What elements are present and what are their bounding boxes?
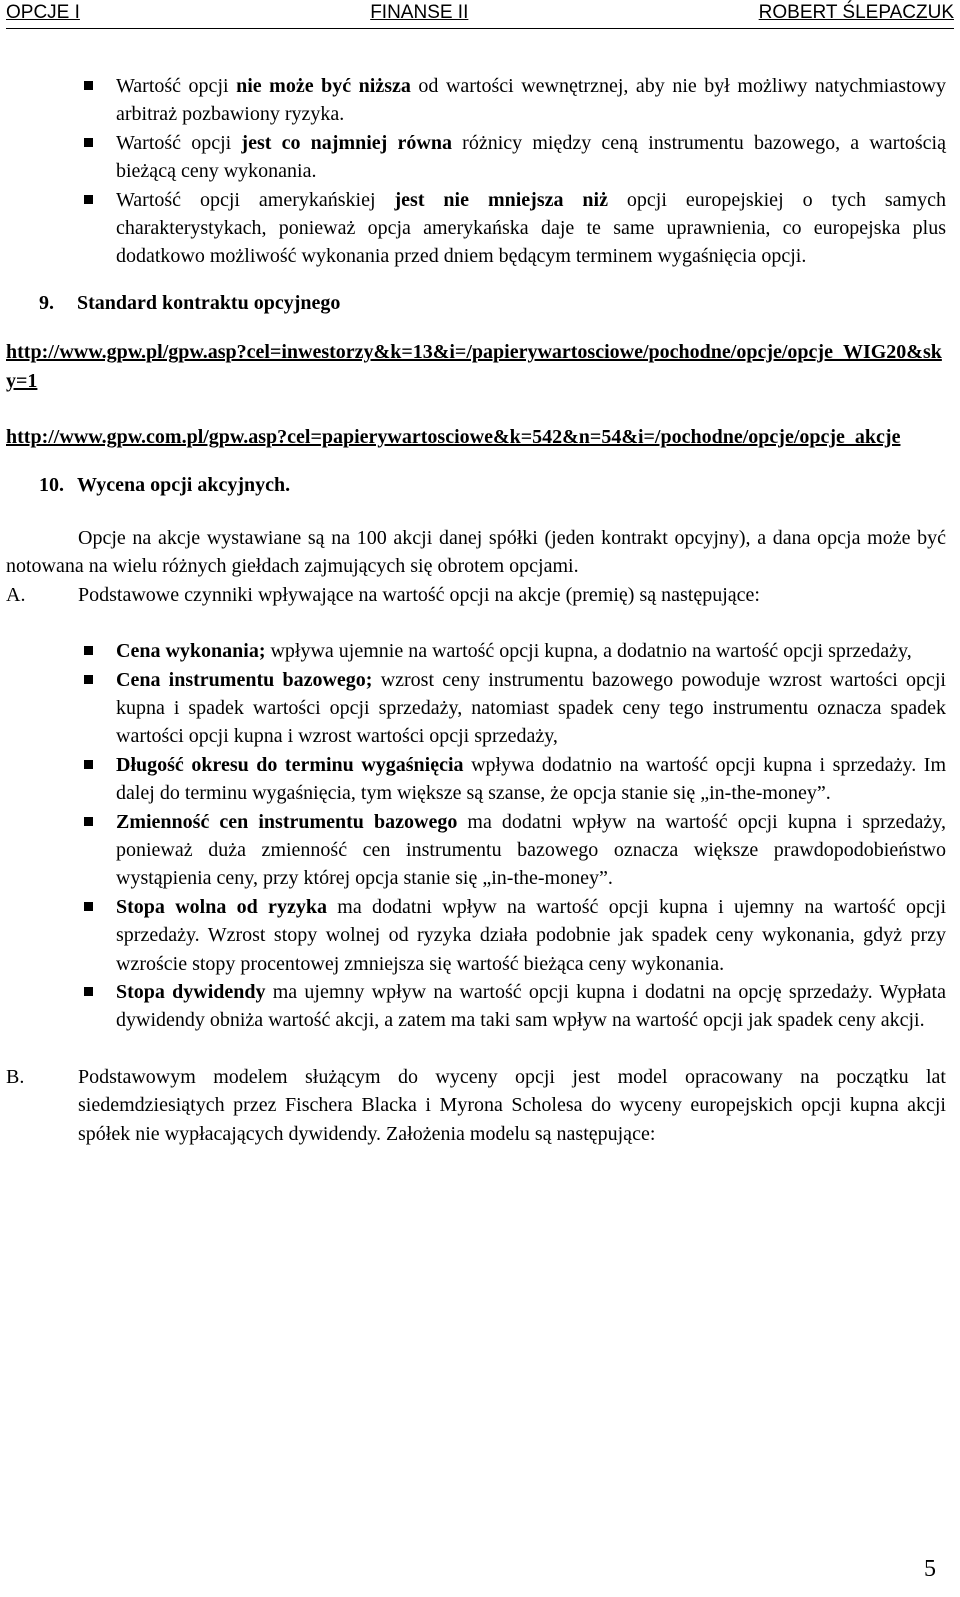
part-a — [6, 581, 946, 609]
gpw-wig20-link[interactable]: http://www.gpw.pl/gpw.asp?cel=inwestorzy&k=13&i=/papierywartosciowe/pochodne/opcje/opcje_WIG20&sky=1 — [6, 341, 942, 392]
square-bullet-icon — [84, 902, 93, 911]
top-bullet-list — [6, 72, 946, 271]
list-item — [6, 978, 946, 1035]
square-bullet-icon — [84, 760, 93, 769]
factor-name: Stopa wolna od ryzyka — [116, 895, 327, 918]
factor-text: wpływa dodatnio na wartość opcji kupna i sprzedaży. Im dalej do terminu wygaśnięcia, tym większe są szanse, że opcja stanie się „in-the-money”. — [116, 753, 946, 805]
factor-text: wpływa ujemnie na wartość opcji kupna, a dodatnio na wartość opcji sprzedaży, — [265, 640, 912, 663]
factor-name: Stopa dywidendy — [116, 980, 266, 1003]
bullet-text: opcji europejskiej o tych samych charakterystykach, ponieważ opcja amerykańska daje te same uprawnienia, co europejska plus dodatkowo możliwość wykonania przed dniem będącym terminem wygaśnięcia opcji. — [116, 188, 946, 268]
part-text: Podstawowym modelem służącym do wyceny opcji jest model opracowany na początku lat siedemdziesiątych przez Fischera Blacka i Myrona Scholesa do wyceny europejskich opcji kupna akcji spółek nie wypłacających dywidendy. Założenia modelu są następujące: — [78, 1065, 946, 1145]
intro-paragraph: Opcje na akcje wystawiane są na 100 akcji danej spółki (jeden kontrakt opcyjny), a dana opcja może być notowana na wielu różnych giełdach zajmujących się obrotem opcjami. — [6, 526, 946, 578]
square-bullet-icon — [84, 675, 93, 684]
factor-name: Długość okresu do terminu wygaśnięcia — [116, 753, 464, 776]
square-bullet-icon — [84, 138, 93, 147]
list-item — [6, 186, 946, 271]
list-item — [6, 893, 946, 978]
list-item — [6, 637, 946, 665]
factor-name: Cena wykonania; — [116, 640, 266, 663]
part-b — [6, 1063, 946, 1148]
square-bullet-icon — [84, 81, 93, 90]
square-bullet-icon — [84, 817, 93, 826]
header-center: FINANSE II — [370, 2, 469, 23]
list-item — [6, 72, 946, 129]
list-item — [6, 666, 946, 751]
factor-text: wzrost ceny instrumentu bazowego powoduje wzrost wartości opcji kupna i spadek wartości opcji sprzedaży, natomiast spadek ceny tego instrumentu oznacza spadek wartości opcji kupna i wzrost wartości opcji sprzedaży, — [116, 668, 946, 748]
factor-text: ma dodatni wpływ na wartość opcji kupna i ujemny na wartość opcji sprzedaży. Wzrost stopy wolnej od ryzyka działa podobnie jak spadek ceny wykonania, gdyż przy wzroście stopy procentowej zmniejsza się wartość bieżąca ceny wykonania. — [116, 895, 947, 975]
bullet-bold: nie może być niższa — [236, 75, 411, 97]
part-label: B. — [6, 1065, 25, 1088]
section-number: 9. — [39, 291, 54, 314]
bullet-text: różnicy między ceną instrumentu bazowego, a wartością bieżącą ceny wykonania. — [116, 131, 946, 183]
list-item — [6, 751, 946, 808]
factor-list — [6, 637, 946, 1035]
bullet-text: od wartości wewnętrznej, aby nie był możliwy natychmiastowy arbitraż pozbawiony ryzyka. — [116, 75, 946, 126]
section-heading-9 — [6, 289, 946, 317]
list-item — [6, 129, 946, 186]
bullet-bold: jest nie mniejsza niż — [394, 188, 608, 211]
header-rule — [6, 28, 954, 29]
factor-text: ma dodatni wpływ na wartość opcji kupna i sprzedaży, ponieważ duża zmienność cen instrumentu bazowego oznacza większe prawdopodobieństwo wystąpienia ceny, przy której opcja stanie się „in-the-money”. — [116, 810, 946, 890]
section-title: Wycena opcji akcyjnych. — [77, 474, 291, 497]
list-item — [6, 808, 946, 893]
bullet-text: Wartość opcji amerykańskiej — [116, 188, 395, 211]
page-header — [6, 2, 954, 28]
square-bullet-icon — [84, 195, 93, 204]
header-right: ROBERT ŚLEPACZUK — [758, 2, 954, 23]
bullet-bold: jest co najmniej równa — [241, 131, 452, 154]
square-bullet-icon — [84, 646, 93, 655]
gpw-stock-options-link[interactable]: http://www.gpw.com.pl/gpw.asp?cel=papierywartosciowe&k=542&n=54&i=/pochodne/opcje/opcje_akcje — [6, 426, 901, 449]
factor-name: Cena instrumentu bazowego; — [116, 668, 373, 691]
section-number: 10. — [39, 474, 64, 497]
part-label: A. — [6, 583, 26, 606]
bullet-text: Wartość opcji — [116, 131, 242, 154]
factor-text: ma ujemny wpływ na wartość opcji kupna i dodatni na opcję sprzedaży. Wypłata dywidendy obniża wartość akcji, a zatem ma taki sam wpływ na wartość opcji jak spadek ceny akcji. — [116, 980, 946, 1032]
page-content — [6, 72, 946, 1148]
square-bullet-icon — [84, 987, 93, 996]
page-number: 5 — [924, 1556, 936, 1582]
factor-name: Zmienność cen instrumentu bazowego — [116, 810, 458, 833]
bullet-text: Wartość opcji — [116, 75, 237, 97]
section-title: Standard kontraktu opcyjnego — [77, 291, 341, 314]
part-text: Podstawowe czynniki wpływające na wartość opcji na akcje (premię) są następujące: — [78, 583, 760, 606]
section-heading-10 — [6, 471, 946, 499]
header-left: OPCJE I — [6, 2, 80, 23]
